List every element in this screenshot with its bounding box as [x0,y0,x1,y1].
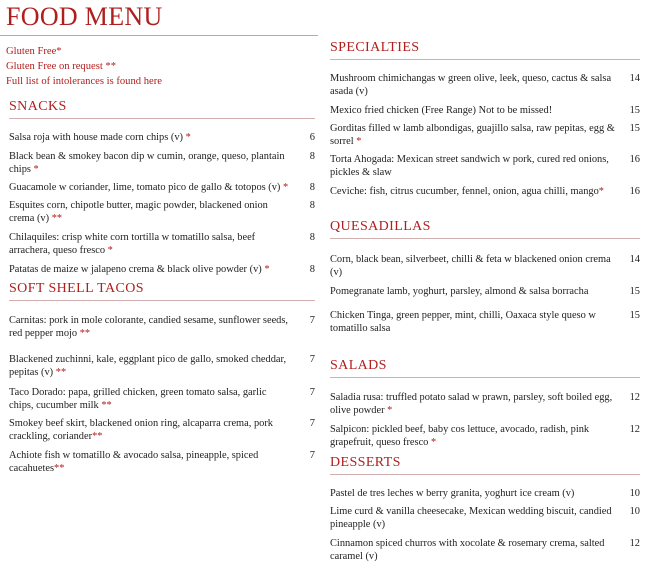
menu-item-price: 7 [309,450,315,461]
menu-item-text: Gorditas filled w lamb albondigas, guajillo salsa, raw pepitas, egg & sorrel [330,123,615,148]
section-quesadillas [330,218,640,239]
dietary-mark: * [30,164,39,176]
menu-item-description [330,391,624,417]
section-divider [330,59,640,60]
section-heading: DESSERTS [330,455,401,470]
menu-item-price: 12 [629,424,640,435]
section-divider [9,118,315,119]
menu-item-text: Esquites corn, chipotle butter, magic powder, blackened onion crema (v) [9,200,268,225]
menu-item-price: 14 [629,73,640,84]
menu-item-text: Achiote fish w tomatillo & avocado salsa, pineapple, spiced cacahuetes [9,450,259,475]
menu-item-text: Smokey beef skirt, blackened onion ring, alcaparra crema, pork crackling, coriander [9,418,273,443]
section-salads [330,357,640,378]
menu-item-text: Blackened zuchinni, kale, eggplant pico de gallo, smoked cheddar, pepitas (v) [9,354,287,379]
left-column [9,0,315,581]
menu-item-text: Carnitas: pork in mole colorante, candied sesame, sunflower seeds, red pepper mojo [9,315,289,340]
menu-item [330,72,640,98]
menu-item-price: 10 [629,506,640,517]
menu-item-description [330,104,624,117]
menu-item-text: Chicken Tinga, green pepper, mint, chilli, Oaxaca style queso w tomatillo salsa [330,310,596,335]
menu-item-text: Salsa roja with house made corn chips (v) [9,132,183,143]
menu-item-price: 7 [309,354,315,365]
menu-item-description [330,72,624,98]
section-divider [9,300,315,301]
dietary-mark: * [261,264,270,275]
section-heading: SOFT SHELL TACOS [9,281,144,296]
menu-item-price: 7 [309,418,315,429]
dietary-mark: * [280,182,289,193]
menu-item [9,231,315,257]
section-desserts [330,454,640,475]
section-divider [330,238,640,239]
menu-item-price: 7 [309,387,315,398]
dietary-mark: * [598,186,604,197]
menu-item [9,353,315,379]
section-heading: SALADS [330,358,387,373]
menu-item-description [9,353,299,379]
menu-item-price: 16 [629,186,640,197]
menu-item-description [330,505,624,531]
menu-item-text: Pastel de tres leches w berry granita, yoghurt ice cream (v) [330,488,575,499]
menu-item-text: Patatas de maize w jalapeno crema & black olive powder (v) [9,264,262,275]
section-heading: SPECIALTIES [330,40,420,55]
dietary-mark: ** [92,431,103,443]
section-heading: SNACKS [9,99,67,114]
menu-item-description [9,386,299,412]
menu-item-description [9,417,299,443]
menu-item-text: Pomegranate lamb, yoghurt, parsley, almond & salsa borracha [330,286,589,297]
legend-gluten-free: Gluten Free* [6,46,62,57]
menu-item-text: Lime curd & vanilla cheesecake, Mexican wedding biscuit, candied pineapple (v) [330,506,612,531]
menu-item [330,487,640,500]
menu-item-price: 15 [629,286,640,297]
menu-item-text: Salpicon: pickled beef, baby cos lettuce, avocado, radish, pink grapefruit, queso fresco [330,424,590,449]
menu-item [9,199,315,225]
menu-item-price: 16 [629,154,640,165]
menu-item-price: 7 [309,315,315,326]
dietary-mark: * [384,405,393,417]
menu-item-description [330,253,624,279]
dietary-mark: ** [53,367,67,379]
menu-item [330,423,640,449]
menu-item-price: 8 [309,151,315,162]
menu-item-description [330,487,624,500]
menu-item [9,386,315,412]
right-column [330,0,640,581]
menu-item-price: 8 [309,200,315,211]
section-divider [330,474,640,475]
menu-item [330,185,640,198]
menu-item [330,253,640,279]
menu-item [330,153,640,179]
menu-title: FOOD MENU [6,2,163,31]
dietary-mark: * [105,245,113,257]
legend-gluten-free-on-request: Gluten Free on request ** [6,61,117,72]
menu-item-description [9,314,299,340]
menu-item-text: Cinnamon spiced churros with xocolate & rosemary crema, salted caramel (v) [330,538,605,563]
menu-item-price: 12 [629,392,640,403]
menu-item-text: Chilaquiles: crisp white corn tortilla w tomatillo salsa, beef arrachera, queso fresco [9,232,256,257]
dietary-mark: * [353,136,362,148]
menu-item [9,449,315,475]
menu-item [9,181,315,194]
menu-item-description [330,309,624,335]
dietary-mark: * [183,132,191,143]
menu-item-price: 15 [629,123,640,134]
dietary-mark: ** [49,213,63,225]
menu-item-price: 12 [629,538,640,549]
menu-item [330,537,640,563]
menu-item-description [9,199,299,225]
menu-item-price: 15 [629,105,640,116]
menu-item [9,150,315,176]
menu-item-text: Black bean & smokey bacon dip w cumin, orange, queso, plantain chips [9,151,285,176]
menu-item-text: Ceviche: fish, citrus cucumber, fennel, onion, agua chilli, mango [330,186,599,197]
menu-item [330,309,640,335]
menu-item-price: 6 [309,132,315,143]
legend-intolerances-link[interactable]: Full list of intolerances is found here [6,76,162,87]
menu-item-price: 8 [309,264,315,275]
menu-item-description [330,122,624,148]
menu-item-text: Mexico fried chicken (Free Range) Not to be missed! [330,105,553,116]
menu-item-description [330,285,624,298]
menu-item-description [9,449,299,475]
menu-item-text: Guacamole w coriander, lime, tomato pico de gallo & totopos (v) [9,182,281,193]
menu-item-price: 8 [309,182,315,193]
section-snacks [9,98,315,119]
menu-item-description [330,537,624,563]
menu-item-description [330,185,624,198]
section-soft-shell-tacos [9,280,315,301]
menu-item-description [9,131,299,144]
menu-item-price: 8 [309,232,315,243]
menu-item-description [330,153,624,179]
menu-item-description [9,150,299,176]
menu-item-price: 15 [629,310,640,321]
menu-item-text: Mushroom chimichangas w green olive, leek, queso, cactus & salsa asada (v) [330,73,612,98]
menu-item [9,417,315,443]
menu-item-price: 14 [629,254,640,265]
menu-item-text: Torta Ahogada: Mexican street sandwich w pork, cured red onions, pickles & slaw [330,154,609,179]
menu-item-description [9,231,299,257]
menu-item [9,131,315,144]
menu-item [330,391,640,417]
section-heading: QUESADILLAS [330,219,431,234]
menu-item [330,505,640,531]
menu-item [9,314,315,340]
menu-item-description [9,181,299,194]
section-divider [330,377,640,378]
menu-item [330,285,640,298]
menu-item-description [330,423,624,449]
dietary-mark: ** [98,400,112,412]
menu-item-text: Taco Dorado: papa, grilled chicken, green tomato salsa, garlic chips, cucumber milk [9,387,267,412]
menu-item [9,263,315,276]
menu-item [330,122,640,148]
menu-item [330,104,640,117]
dietary-mark: ** [77,328,91,340]
menu-item-text: Saladia rusa: truffled potato salad w prawn, parsley, soft boiled egg, olive powder [330,392,613,417]
menu-item-price: 10 [629,488,640,499]
dietary-mark: ** [54,463,65,475]
menu-item-text: Corn, black bean, silverbeet, chilli & feta w blackened onion crema (v) [330,254,611,279]
menu-item-description [9,263,299,276]
dietary-mark: * [428,437,437,449]
section-specialties [330,39,640,60]
